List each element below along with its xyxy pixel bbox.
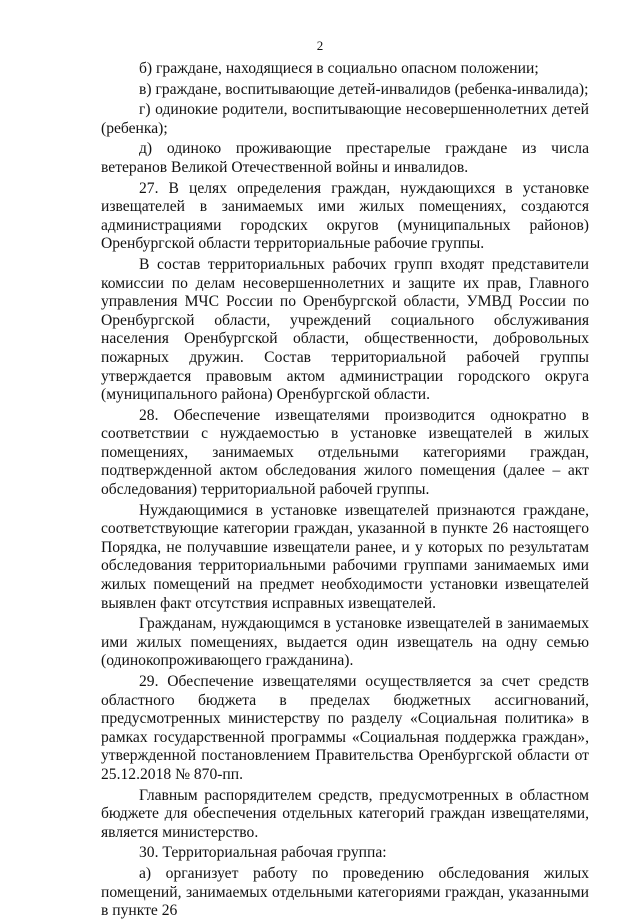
paragraph-group-composition: В состав территориальных рабочих групп входят представители комиссии по делам несовершеннолетних и защите их прав, Главного управления МЧС России по Оренбургской области, УМВД России по Оренбургской области, учреждений социального обслуживания населения Оренбургской области, общественности, добровольных пожарных дружин. Состав территориальной рабочей группы утверждается правовым актом администрации городского округа (муниципального района) Оренбургской области. <box>101 255 589 404</box>
paragraph-needy-definition: Нуждающимися в установке извещателей признаются граждане, соответствующие категории граждан, указанной в пункте 26 настоящего Порядка, не получавшие извещатели ранее, и у которых по результатам обследования территориальными рабочими группами занимаемых ими жилых помещений на предмет необходимости установки извещателей выявлен факт отсутствия исправных извещателей. <box>101 501 589 612</box>
paragraph-27: 27. В целях определения граждан, нуждающихся в установке извещателей в занимаемых ими жилых помещениях, создаются администрациями городских округов (муниципальных районов) Оренбургской области территориальные рабочие группы. <box>101 179 589 253</box>
paragraph-g: г) одинокие родители, воспитывающие несовершеннолетних детей (ребенка); <box>101 101 589 137</box>
document-body <box>101 60 589 923</box>
paragraph-main-manager: Главным распорядителем средств, предусмотренных в областном бюджете для обеспечения отдельных категорий граждан извещателями, является министерство. <box>101 786 589 841</box>
paragraph-28: 28. Обеспечение извещателями производится однократно в соответствии с нуждаемостью в установке извещателей в жилых помещениях, занимаемых отдельными категориями граждан, подтвержденной актом обследования жилого помещения (далее – акт обследования) территориальной рабочей группы. <box>101 406 589 499</box>
page-number: 2 <box>316 38 324 53</box>
paragraph-v: в) граждане, воспитывающие детей-инвалидов (ребенка-инвалида); <box>139 80 589 98</box>
paragraph-30: 30. Территориальная рабочая группа: <box>139 844 387 862</box>
paragraph-b: б) граждане, находящиеся в социально опасном положении; <box>139 60 539 77</box>
paragraph-one-per-family: Гражданам, нуждающимся в установке извещателей в занимаемых ими жилых помещениях, выдается один извещатель на одну семью (одинокопроживающего гражданина). <box>101 615 589 670</box>
paragraph-d: д) одиноко проживающие престарелые граждане из числа ветеранов Великой Отечественной войны и инвалидов. <box>101 140 589 176</box>
paragraph-30a: а) организует работу по проведению обследования жилых помещений, занимаемых отдельными категориями граждан, указанными в пункте 26 <box>101 864 589 920</box>
paragraph-29: 29. Обеспечение извещателями осуществляется за счет средств областного бюджета в пределах бюджетных ассигнований, предусмотренных министерству по разделу «Социальная политика» в рамках государственной программы «Социальная поддержка граждан», утвержденной постановлением Правительства Оренбургской области от 25.12.2018 № 870-пп. <box>101 673 589 783</box>
